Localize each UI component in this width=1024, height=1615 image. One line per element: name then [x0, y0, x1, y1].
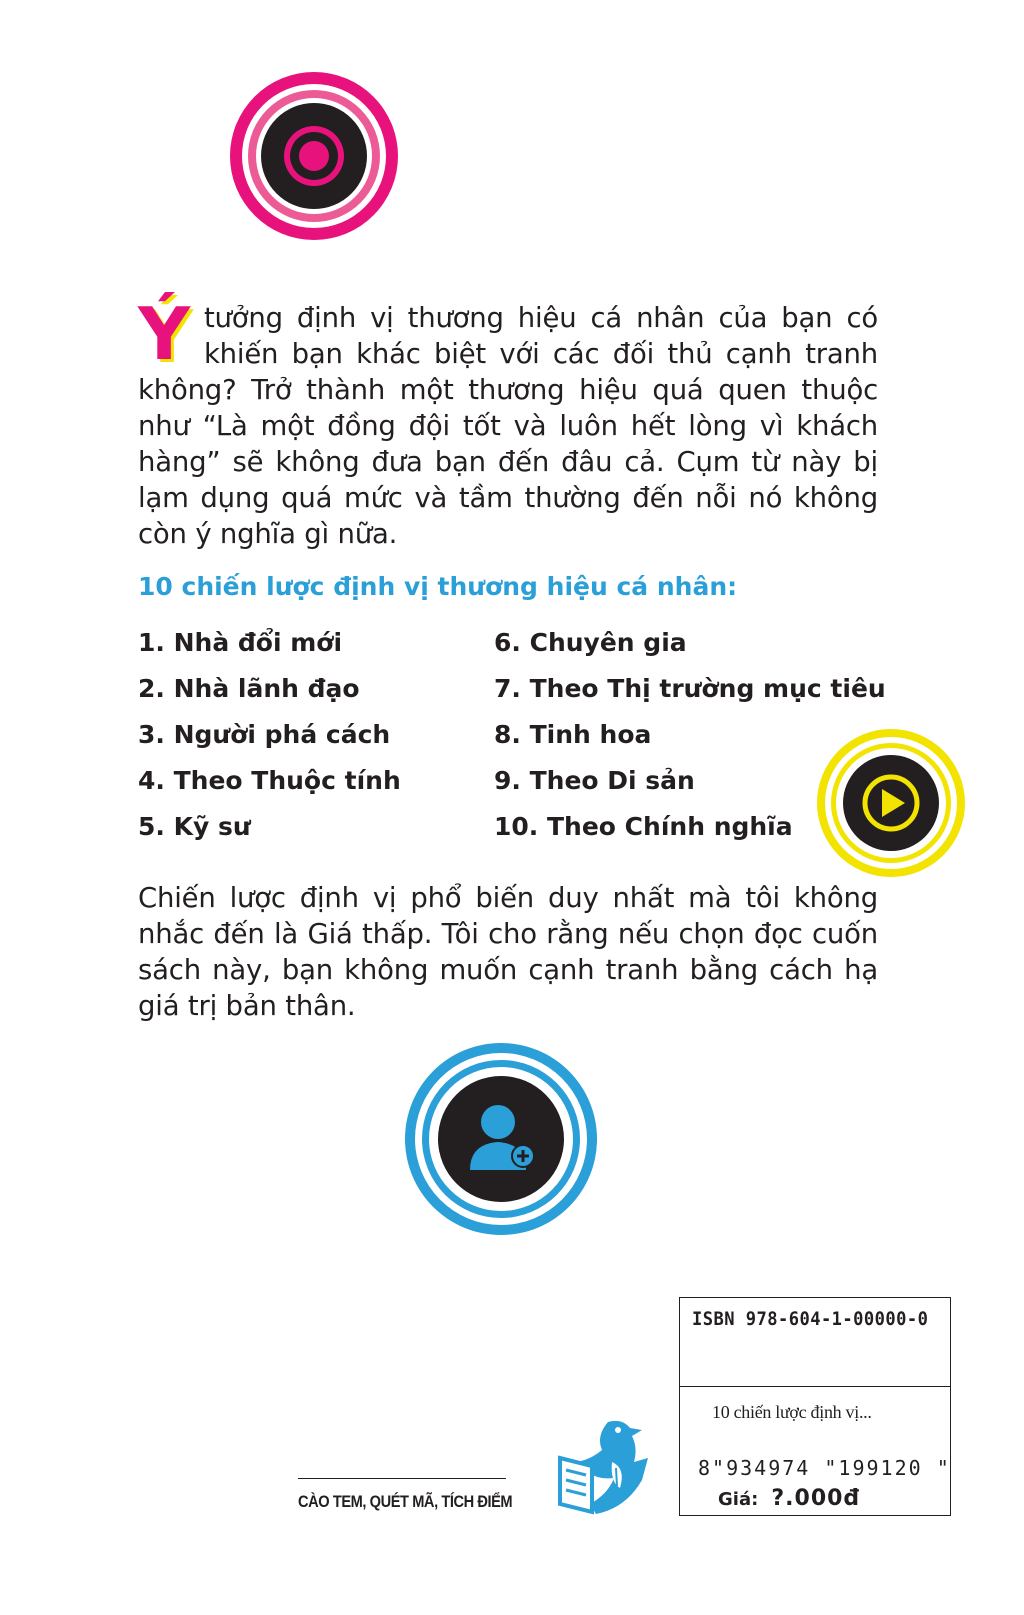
strategy-item: 9. Theo Di sản: [494, 766, 695, 795]
target-icon: [226, 68, 402, 244]
strategy-item: 1. Nhà đổi mới: [138, 628, 343, 657]
play-icon: [816, 728, 966, 878]
price-value: ?.000đ: [771, 1486, 861, 1511]
scratch-scan-tagline: CÀO TEM, QUÉT MÃ, TÍCH ĐIỂM: [298, 1492, 513, 1511]
strategy-item: 10. Theo Chính nghĩa: [494, 812, 793, 841]
strategy-item: 3. Người phá cách: [138, 720, 391, 749]
drop-cap: Ý: [138, 292, 190, 376]
strategy-item: 2. Nhà lãnh đạo: [138, 674, 360, 703]
price-label: Giá:: [718, 1489, 759, 1510]
tagline-rule: [298, 1478, 506, 1479]
barcode-divider: [680, 1386, 950, 1387]
barcode-digits: 8"934974 "199120 ": [698, 1456, 951, 1480]
strategy-item: 6. Chuyên gia: [494, 628, 687, 657]
strategy-list: [138, 628, 898, 868]
add-user-icon: [404, 1042, 598, 1236]
strategy-item: 7. Theo Thị trường mục tiêu: [494, 674, 886, 703]
strategy-item: 8. Tinh hoa: [494, 720, 652, 749]
price-row: [718, 1486, 860, 1511]
book-title-short: 10 chiến lược định vị...: [712, 1402, 872, 1422]
closing-paragraph: Chiến lược định vị phổ biến duy nhất mà tôi không nhắc đến là Giá thấp. Tôi cho rằng nếu chọn đọc cuốn sách này, bạn không muốn cạnh tranh bằng cách hạ giá trị bản thân.: [138, 882, 878, 1022]
intro-text: tưởng định vị thương hiệu cá nhân của bạn có khiến bạn khác biệt với các đối thủ cạnh tranh không? Trở thành một thương hiệu quá quen thuộc như “Là một đồng đội tốt và luôn hết lòng vì khách hàng” sẽ không đưa bạn đến đâu cả. Cụm từ này bị lạm dụng quá mức và tầm thường đến nỗi nó không còn ý nghĩa gì nữa.: [138, 302, 878, 550]
intro-paragraph: [138, 292, 878, 552]
publisher-bird-book-logo: [556, 1418, 654, 1518]
strategy-list-heading: 10 chiến lược định vị thương hiệu cá nhân:: [138, 572, 738, 601]
strategy-item: 5. Kỹ sư: [138, 812, 251, 841]
strategy-item: 4. Theo Thuộc tính: [138, 766, 401, 795]
isbn-barcode-box: [679, 1297, 951, 1516]
isbn-number: ISBN 978-604-1-00000-0: [692, 1308, 929, 1330]
